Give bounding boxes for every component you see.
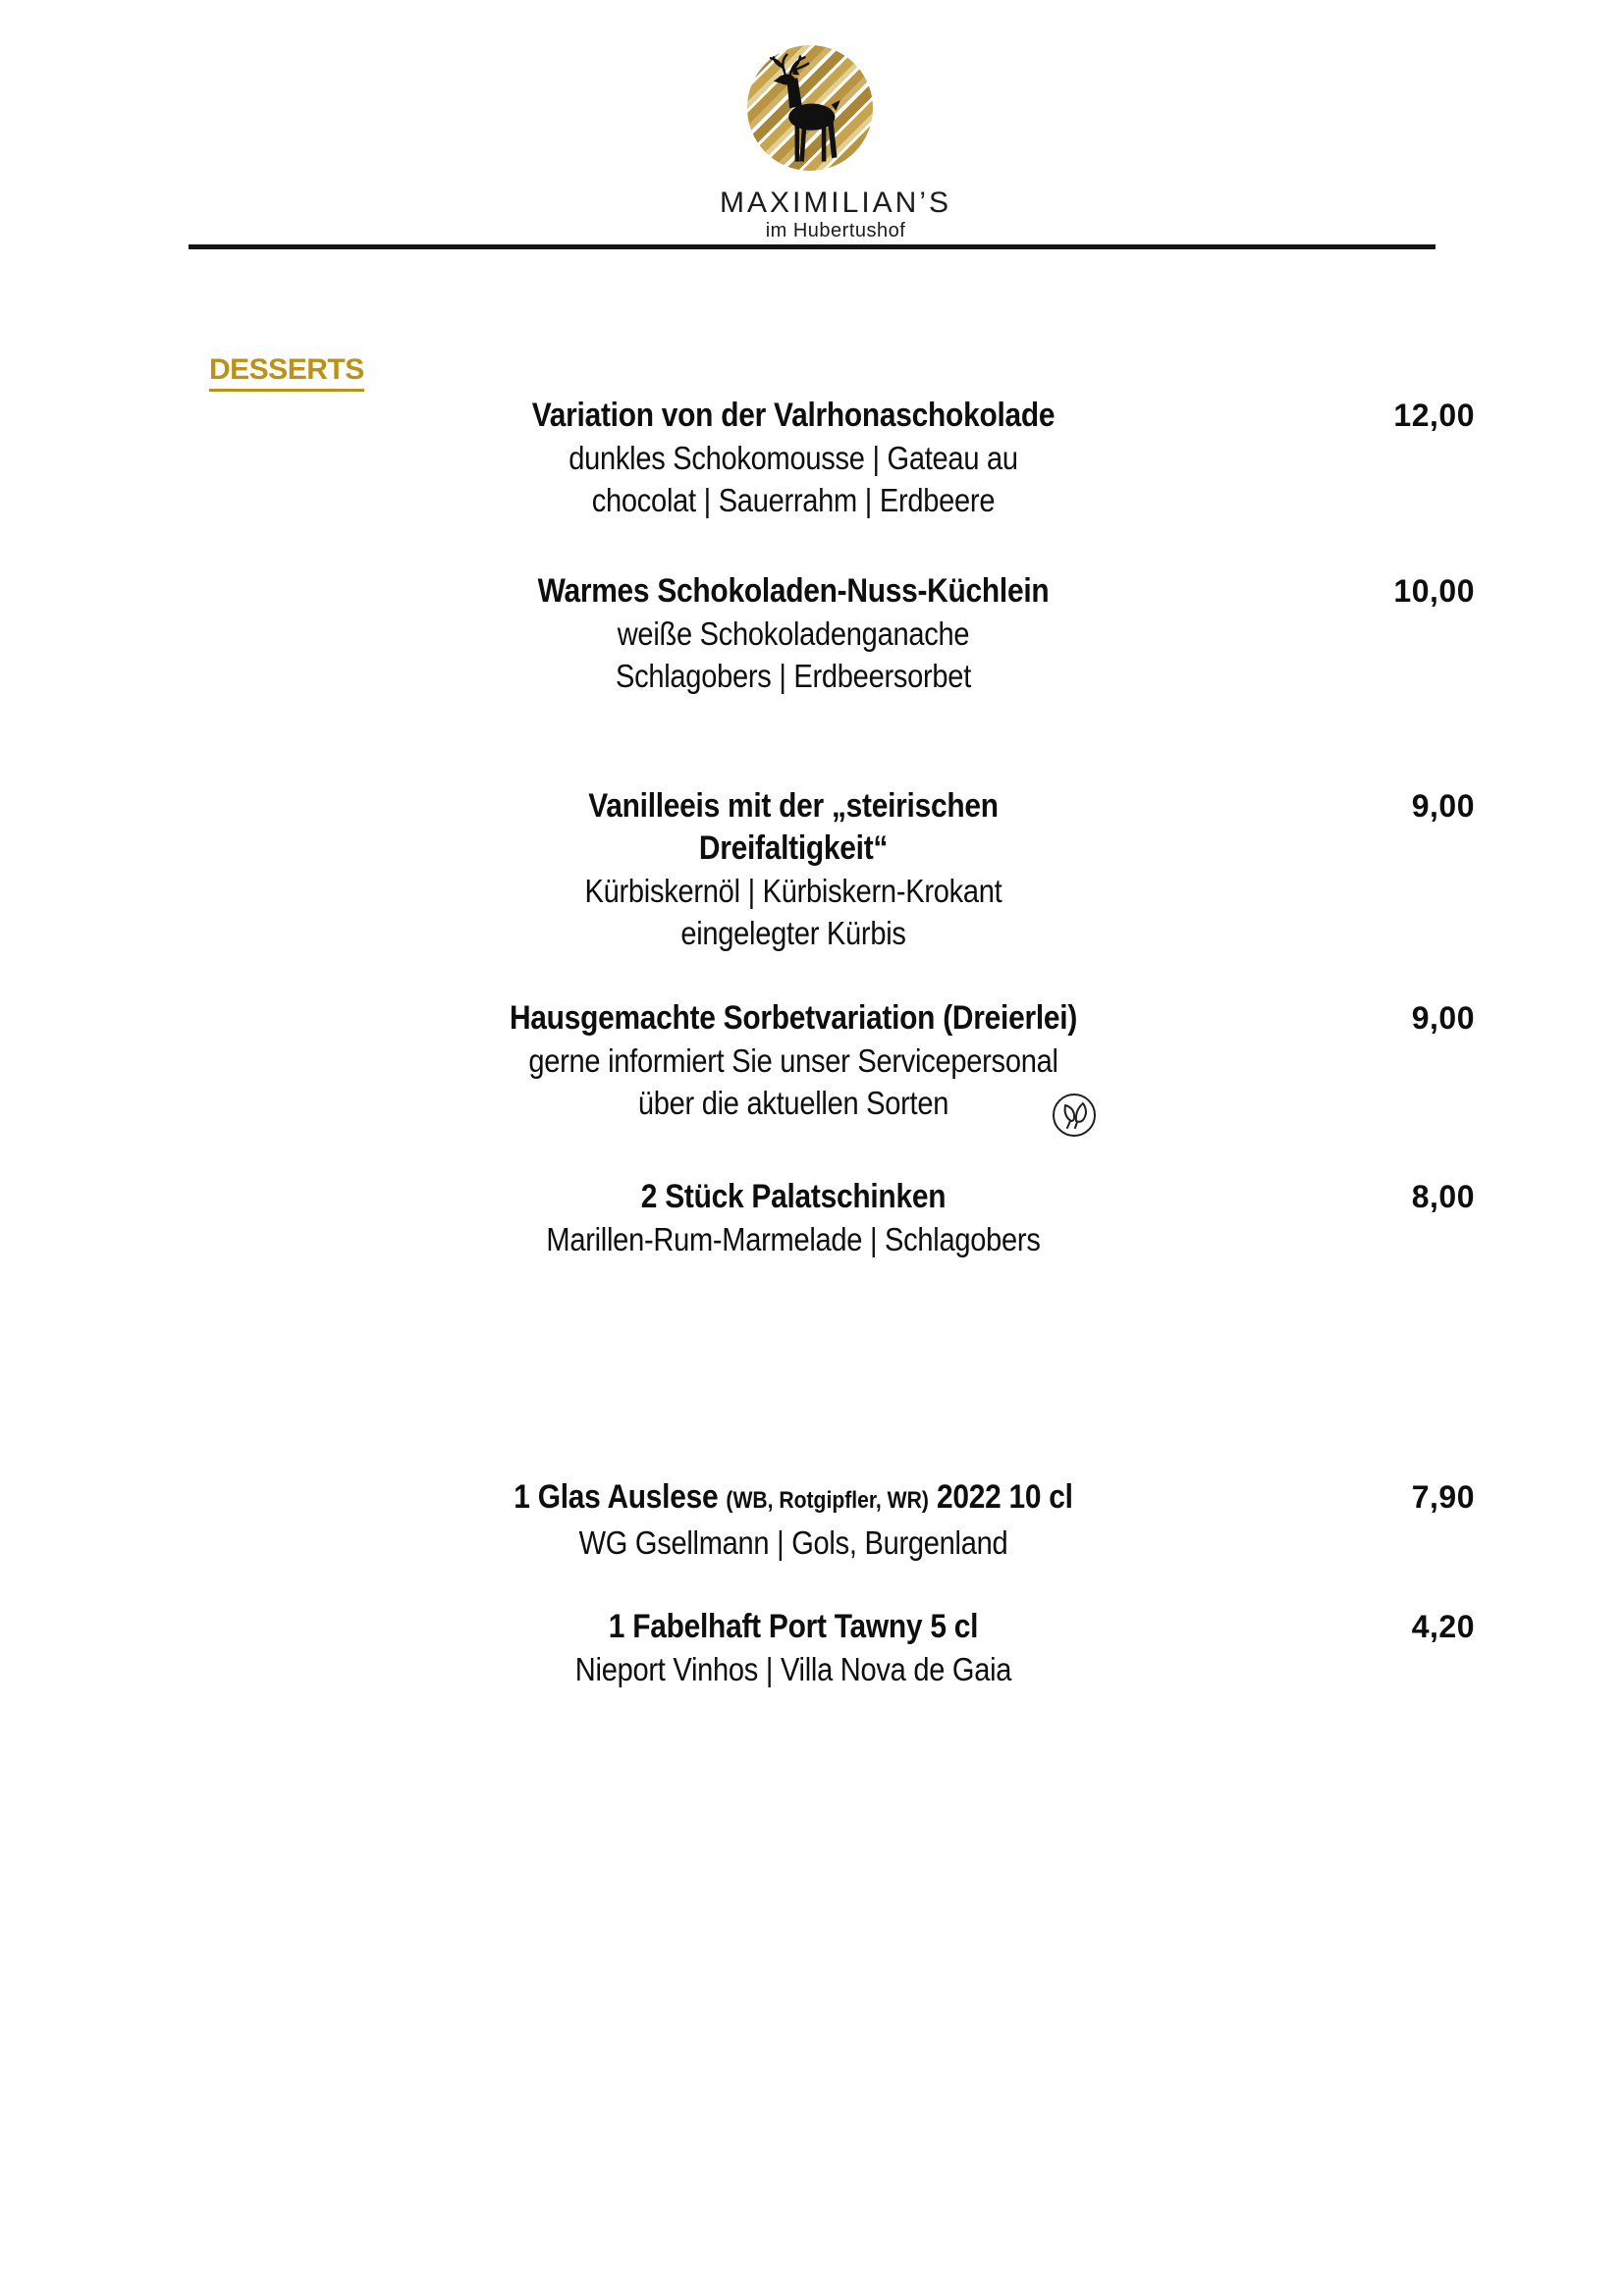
item-title-main: 1 Glas Auslese bbox=[514, 1478, 719, 1516]
vegan-icon bbox=[1051, 1092, 1098, 1139]
brand-name: MAXIMILIAN’S bbox=[719, 187, 952, 219]
item-description: weiße Schokoladenganache bbox=[617, 615, 970, 652]
item-description: Schlagobers | Erdbeersorbet bbox=[615, 658, 972, 694]
item-title: Hausgemachte Sorbetvariation (Dreierlei) bbox=[509, 999, 1078, 1037]
item-title: Vanilleeis mit der „steirischen bbox=[588, 787, 999, 825]
header-rule bbox=[189, 244, 1435, 249]
item-title: Dreifaltigkeit“ bbox=[698, 829, 889, 867]
brand-subtitle: im Hubertushof bbox=[765, 220, 906, 241]
item-description: gerne informiert Sie unser Servicepersonal bbox=[528, 1042, 1058, 1079]
item-title: 2 Stück Palatschinken bbox=[640, 1178, 947, 1215]
item-price: 10,00 bbox=[1393, 573, 1475, 609]
item-price: 8,00 bbox=[1411, 1179, 1475, 1214]
item-title: Variation von der Valrhonaschokolade bbox=[531, 397, 1056, 434]
item-description: WG Gsellmann | Gols, Burgenland bbox=[578, 1524, 1008, 1561]
item-description: chocolat | Sauerrahm | Erdbeere bbox=[591, 482, 996, 518]
item-title: Warmes Schokoladen-Nuss-Küchlein bbox=[537, 572, 1050, 610]
brand-logo bbox=[747, 45, 873, 171]
item-description: Kürbiskernöl | Kürbiskern-Krokant bbox=[584, 873, 1002, 909]
item-price: 9,00 bbox=[1411, 1000, 1475, 1036]
section-title: DESSERTS bbox=[209, 353, 364, 392]
item-description: Nieport Vinhos | Villa Nova de Gaia bbox=[574, 1651, 1012, 1687]
item-title: 1 Fabelhaft Port Tawny 5 cl bbox=[608, 1608, 979, 1645]
item-price: 4,20 bbox=[1411, 1609, 1475, 1644]
item-price: 7,90 bbox=[1411, 1479, 1475, 1515]
item-title-grapes: (WB, Rotgipfler, WR) bbox=[726, 1487, 929, 1514]
item-description: über die aktuellen Sorten bbox=[637, 1085, 949, 1121]
item-description: Marillen-Rum-Marmelade | Schlagobers bbox=[546, 1221, 1041, 1257]
stag-icon bbox=[759, 51, 861, 167]
item-title bbox=[491, 1476, 1096, 1522]
item-title-vintage: 2022 10 cl bbox=[936, 1478, 1073, 1516]
item-price: 12,00 bbox=[1393, 398, 1475, 433]
item-description: dunkles Schokomousse | Gateau au bbox=[568, 440, 1018, 476]
item-description: eingelegter Kürbis bbox=[680, 915, 906, 951]
item-price: 9,00 bbox=[1411, 788, 1475, 824]
